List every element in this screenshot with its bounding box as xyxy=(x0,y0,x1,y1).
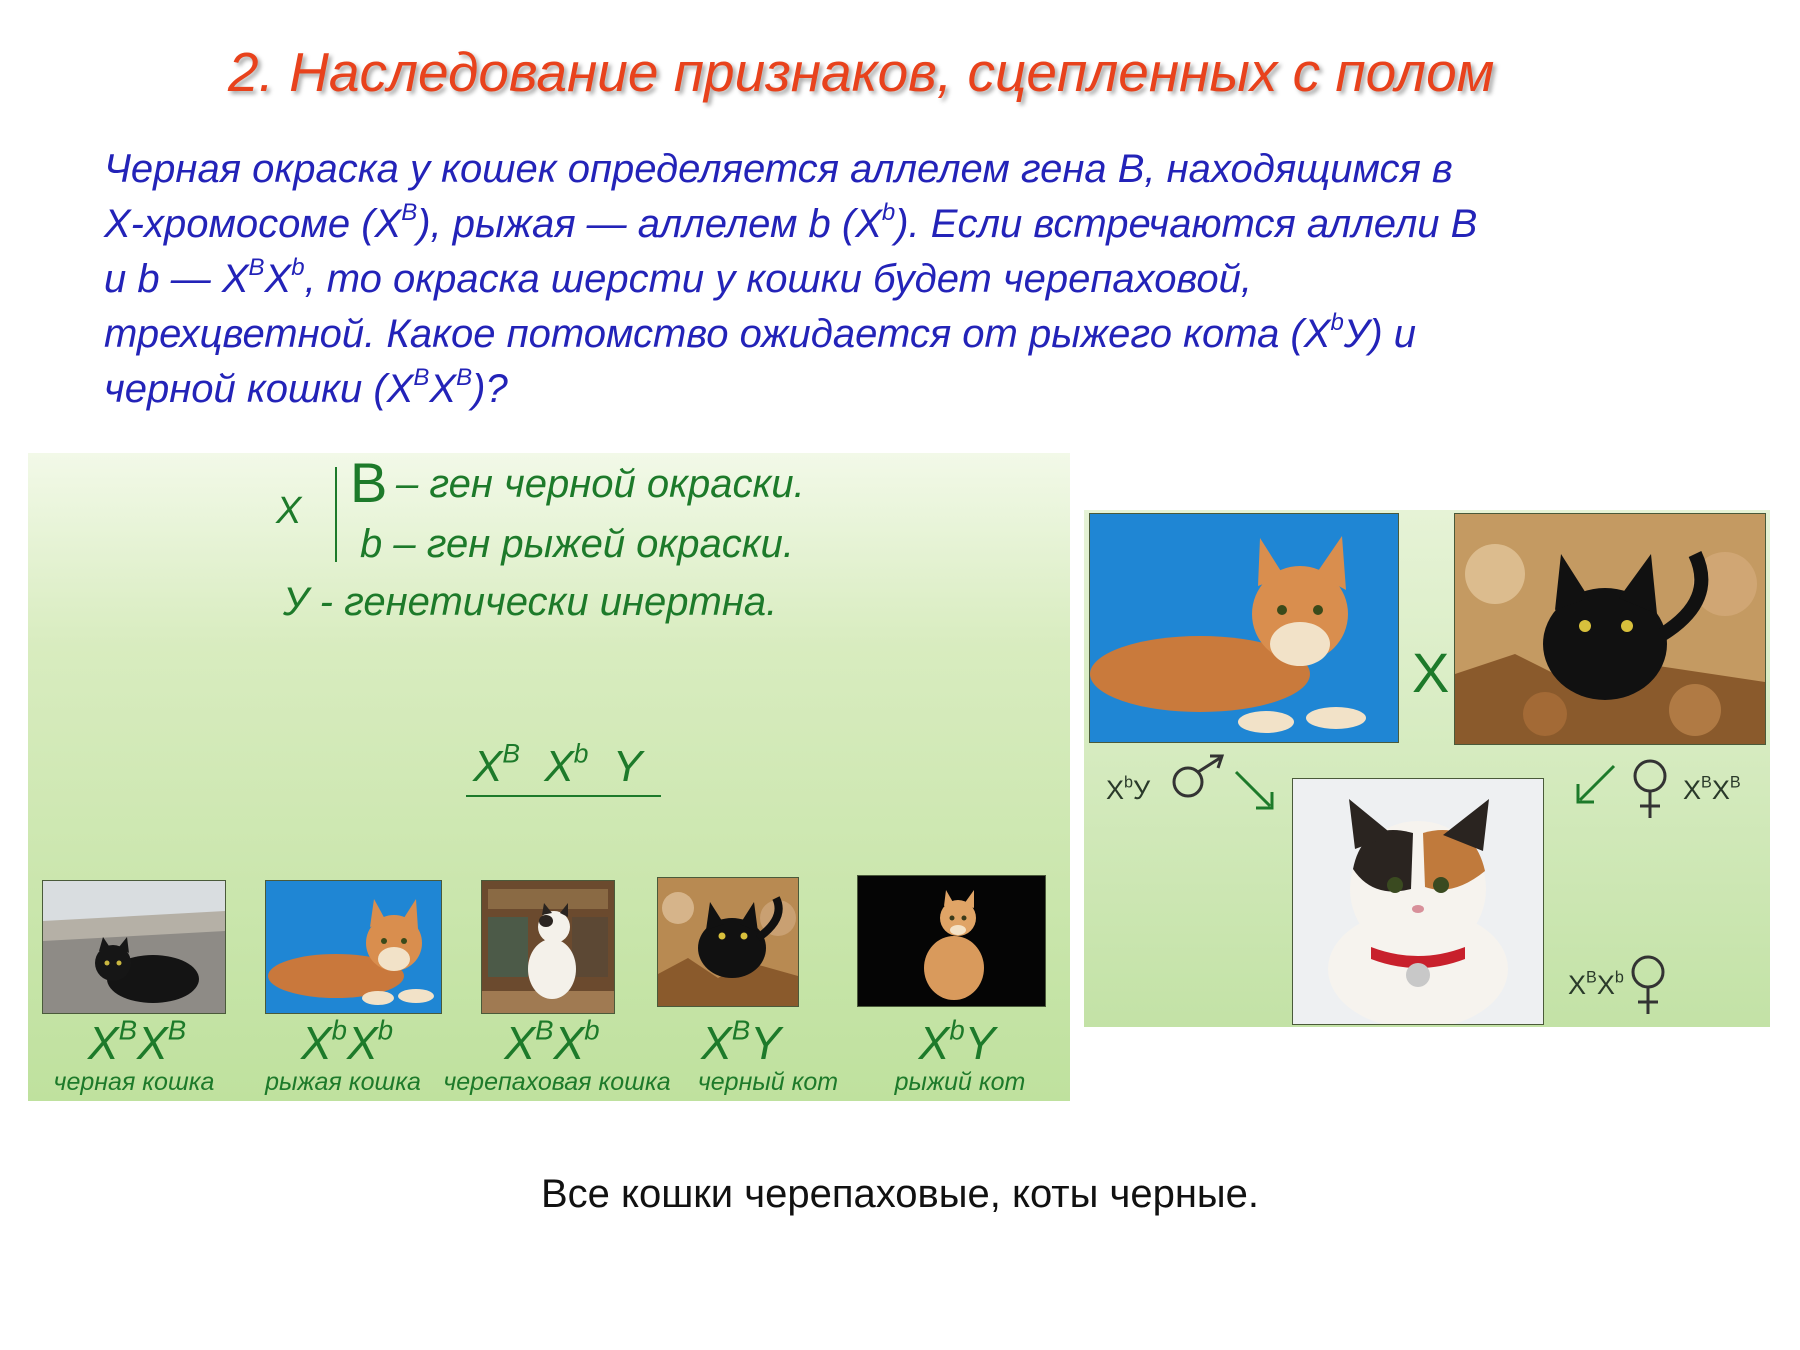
offspring-label-5: рыжий кот xyxy=(894,1068,1026,1096)
legend-b-desc: b – ген рыжей окраски. xyxy=(360,522,795,566)
ginger-male-photo xyxy=(1089,513,1399,743)
female-symbol-icon xyxy=(1626,952,1670,1018)
male-genotype: $Х^bУ$ xyxy=(1106,773,1151,805)
legend-x: Х xyxy=(276,490,302,532)
slide-title: 2. Наследование признаков, сцепленных с полом xyxy=(228,41,1495,103)
task-line-4: трехцветной. Какое потомство ожидается от рыжего кота $(Х^bУ)$ и xyxy=(104,309,1417,356)
tortoiseshell-kitten-photo xyxy=(1292,778,1544,1025)
offspring-label-4: черный кот xyxy=(697,1068,839,1096)
task-line-3: и b — $Х^ВХ^b$, то окраска шерсти у кошки будет черепаховой, xyxy=(104,254,1253,301)
arrow-icon xyxy=(1232,768,1278,814)
offspring-genotype-5: $Х^bY$ xyxy=(918,1014,996,1069)
task-line-1: Черная окраска у кошек определяется аллелем гена В, находящимся в xyxy=(104,147,1453,191)
legend-B: В xyxy=(350,451,388,514)
black-tom-photo xyxy=(657,877,799,1007)
task-line-2: Х-хромосоме $(Х^В)$, рыжая — аллелем b $(Х^b)$. Если встречаются аллели В xyxy=(104,199,1478,246)
offspring-label-1: черная кошка xyxy=(53,1068,215,1096)
black-cat-photo xyxy=(42,880,226,1014)
offspring-genotype-3: $Х^ВХ^b$ xyxy=(504,1014,600,1069)
offspring-genotype-4: $Х^ВY$ xyxy=(701,1014,781,1069)
legend-B-desc: – ген черной окраски. xyxy=(396,462,805,506)
male-symbol-icon xyxy=(1170,752,1232,802)
legend-y-desc: У - генетически инертна. xyxy=(283,580,778,624)
female-genotype: $Х^ВХ^В$ xyxy=(1683,773,1741,805)
tortoiseshell-cat-photo xyxy=(481,880,615,1014)
black-female-photo xyxy=(1454,513,1766,745)
task-text xyxy=(104,142,1704,417)
conclusion-text: Все кошки черепаховые, коты черные. xyxy=(540,1172,1260,1216)
offspring-label-2: рыжая кошка xyxy=(265,1068,421,1096)
ginger-tom-photo xyxy=(857,875,1046,1007)
arrow-icon xyxy=(1572,762,1618,808)
legend-bracket xyxy=(335,467,337,562)
child-genotype: $Х^ВХ^b$ xyxy=(1568,968,1624,1000)
task-line-5: черной кошки $(Х^ВХ^В)$? xyxy=(104,364,508,411)
ginger-cat-photo xyxy=(265,880,442,1014)
female-symbol-icon xyxy=(1628,756,1672,822)
offspring-genotype-2: $Х^bХ^b$ xyxy=(300,1014,394,1069)
offspring-label-3: черепаховая кошка xyxy=(443,1068,671,1096)
allele-underline xyxy=(466,795,661,797)
cross-sign: Х xyxy=(1412,641,1450,704)
offspring-genotype-1: $Х^ВХ^В$ xyxy=(87,1014,187,1069)
allele-set: $Х^В$ $Х^b$ Y xyxy=(473,738,643,791)
